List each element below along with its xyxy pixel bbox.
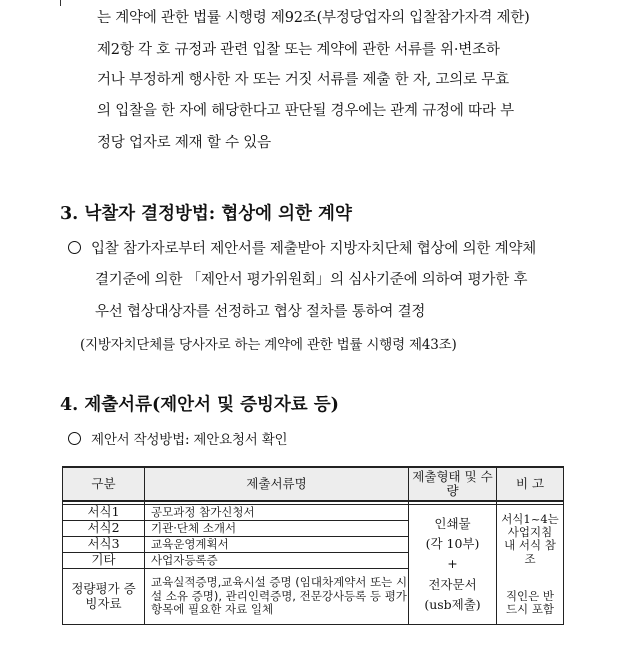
table-row (63, 505, 564, 521)
header-form: 제출형태 및 수량 (409, 467, 497, 501)
circle-bullet-icon (68, 432, 81, 445)
section3-note: (지방자치단체를 당사자로 하는 계약에 관한 법률 시행령 제43조) (80, 337, 457, 353)
form-line-3: + (447, 556, 458, 572)
row-kind: 기타 (63, 553, 145, 569)
submission-table (62, 466, 564, 625)
section4-heading: 4. 제출서류(제안서 및 증빙자료 등) (60, 395, 339, 415)
intro-line-1: 는 계약에 관한 법률 시행령 제92조(부정당업자의 입찰참가자격 제한) (97, 10, 530, 26)
header-note: 비 고 (497, 467, 564, 501)
intro-line-4: 의 입찰을 한 자에 해당한다고 판단될 경우에는 관계 규정에 따라 부 (97, 103, 514, 119)
row-kind: 서식3 (63, 537, 145, 553)
intro-line-3: 거나 부정하게 행사한 자 또는 거짓 서류를 제출 한 자, 고의로 무효 (97, 72, 509, 88)
page-edge-line (60, 0, 61, 6)
note-part-2: 직인은 반드시 포함 (505, 588, 555, 616)
row-kind: 정량평가 증빙자료 (63, 569, 145, 625)
form-line-2: (각 10부) (425, 535, 480, 551)
row-kind: 서식2 (63, 521, 145, 537)
row-name: 기관·단체 소개서 (145, 521, 409, 537)
section3-bullet-line-3: 우선 협상대상자를 선정하고 협상 절차를 통하여 결정 (95, 304, 426, 320)
form-line-4: 전자문서 (428, 576, 477, 592)
section4-bullet-text: 제안서 작성방법: 제안요청서 확인 (91, 432, 288, 448)
header-kind: 구분 (63, 467, 145, 501)
section3-heading: 3. 낙찰자 결정방법: 협상에 의한 계약 (60, 204, 352, 224)
note-cell (497, 505, 564, 625)
section3-bullet-line-2: 결기준에 의한 「제안서 평가위원회」의 심사기준에 의하여 평가한 후 (95, 272, 528, 288)
header-name: 제출서류명 (145, 467, 409, 501)
row-name: 공모과정 참가신청서 (145, 505, 409, 521)
note-part-1: 서식1~4는 사업지침 내 서식 참조 (501, 511, 559, 566)
form-cell (409, 505, 497, 625)
form-line-5: (usb제출) (424, 597, 481, 613)
row-name: 교육운영계획서 (145, 537, 409, 553)
section3-bullet (68, 237, 536, 258)
section3-bullet-line-1: 입찰 참가자로부터 제안서를 제출받아 지방자치단체 협상에 의한 계약체 (91, 241, 537, 257)
row-name: 사업자등록증 (145, 553, 409, 569)
row-name: 교육실적증명,교육시설 증명 (임대차계약서 또는 시설 소유 증명), 관리인력증명, 전문강사등록 등 평가항목에 필요한 자료 일체 (145, 569, 409, 625)
row-kind: 서식1 (63, 505, 145, 521)
form-line-1: 인쇄물 (434, 515, 471, 531)
intro-line-5: 정당 업자로 제재 할 수 있음 (97, 135, 271, 151)
section4-bullet (68, 428, 287, 448)
circle-bullet-icon (68, 241, 81, 254)
intro-line-2: 제2항 각 호 규정과 관련 입찰 또는 계약에 관한 서류를 위·변조하 (97, 42, 500, 58)
